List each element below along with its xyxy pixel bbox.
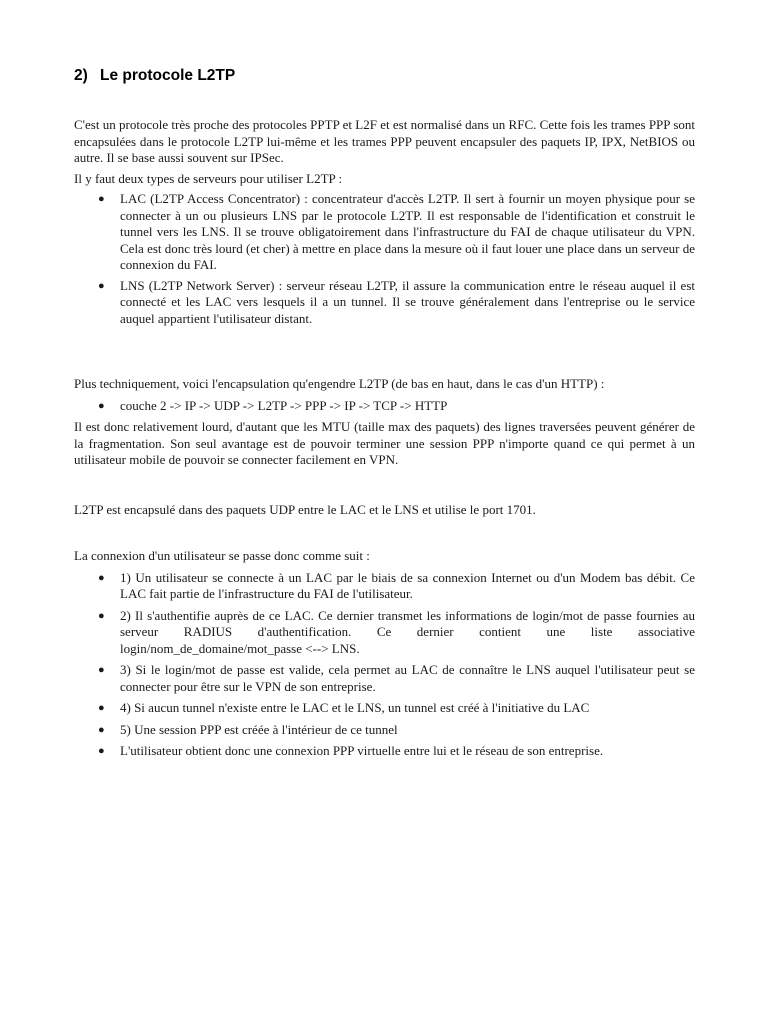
- bullet-icon: ●: [98, 399, 105, 412]
- intro-block: [74, 117, 695, 327]
- connection-block: [74, 548, 695, 760]
- bullet-icon: ●: [98, 609, 105, 622]
- servers-intro-paragraph: Il y faut deux types de serveurs pour utiliser L2TP :: [74, 170, 343, 186]
- list-item-text: 5) Une session PPP est créée à l'intérieur de ce tunnel: [120, 721, 398, 737]
- list-item-text: 4) Si aucun tunnel n'existe entre le LAC et le LNS, un tunnel est créé à l'initiative du LAC: [120, 700, 590, 715]
- encapsulation-intro-paragraph: Plus techniquement, voici l'encapsulation qu'engendre L2TP (de bas en haut, dans le cas d'un HTTP) :: [74, 376, 605, 391]
- list-item-text: couche 2 -> IP -> UDP -> L2TP -> PPP -> IP -> TCP -> HTTP: [120, 397, 448, 413]
- list-item: [74, 662, 695, 695]
- intro-paragraph: C'est un protocole très proche des protocoles PPTP et L2F et est normalisé dans un RFC. Cette fois les trames PPP sont encapsulées dans le protocole L2TP lui-même et les trames PPP peuvent encapsuler des paquets IP, IPX, NetBIOS ou autre. Il se base aussi souvent sur IPSec.: [74, 117, 695, 165]
- list-item: [74, 743, 695, 760]
- list-item: [74, 398, 695, 415]
- list-item: [74, 722, 695, 739]
- heavy-paragraph: Il est donc relativement lourd, d'autant que les MTU (taille max des paquets) des lignes traversées peuvent générer de la fragmentation. Son seul avantage est de pouvoir terminer une session PPP n'importe quand ce qui permet à un utilisateur mobile de pouvoir se connecter facilement en VPN.: [74, 419, 695, 467]
- list-item-text: 3) Si le login/mot de passe est valide, cela permet au LAC de connaître le LNS auquel l'utilisateur peut se connecter pour être sur le VPN de son entreprise.: [120, 662, 695, 694]
- list-item: [74, 700, 695, 717]
- bullet-icon: ●: [98, 745, 105, 757]
- udp-paragraph: L2TP est encapsulé dans des paquets UDP entre le LAC et le LNS et utilise le port 1701.: [74, 502, 536, 517]
- list-item: [74, 570, 695, 603]
- list-item-text: 1) Un utilisateur se connecte à un LAC par le biais de sa connexion Internet ou d'un Modem bas débit. Ce LAC fait partie de l'infrastructure du FAI de l'utilisateur.: [120, 569, 695, 601]
- servers-list: [74, 191, 695, 327]
- section-number: 2): [74, 67, 88, 84]
- bullet-icon: ●: [98, 279, 105, 292]
- list-item-text: 2) Il s'authentifie auprès de ce LAC. Ce dernier transmet les informations de login/mot de passe fournies au serveur RADIUS d'authentification. Ce dernier contient une liste associative login/nom_de_domaine/mot_passe <--> LNS.: [120, 607, 695, 656]
- bullet-icon: ●: [98, 702, 105, 714]
- section-title: Le protocole L2TP: [100, 67, 236, 84]
- bullet-icon: ●: [98, 571, 105, 584]
- section-heading: [74, 66, 235, 86]
- list-item-text: L'utilisateur obtient donc une connexion PPP virtuelle entre lui et le réseau de son entreprise.: [120, 743, 604, 758]
- bullet-icon: ●: [98, 723, 105, 736]
- list-item: [74, 608, 695, 658]
- list-item: [74, 278, 695, 328]
- bullet-icon: ●: [98, 664, 105, 676]
- encapsulation-block: [74, 376, 695, 469]
- connection-intro-paragraph: La connexion d'un utilisateur se passe donc comme suit :: [74, 548, 370, 563]
- list-item-text: LAC (L2TP Access Concentrator) : concentrateur d'accès L2TP. Il sert à fournir un moyen physique pour se connecter à un ou plusieurs LNS par le protocole L2TP. Il est responsable de l'identification et construit le tunnel vers les LNS. Il se trouve obligatoirement dans l'infrastructure du FAI de chaque utilisateur du VPN. Cela est donc très lourd (et cher) à mettre en place dans la mesure où il faut louer une place dans un serveur de connexion du FAI.: [120, 191, 696, 272]
- list-item: [74, 191, 695, 274]
- list-item-text: LNS (L2TP Network Server) : serveur réseau L2TP, il assure la communication entre le réseau auquel il est connecté et les LAC vers lesquels il a un tunnel. Il se trouve généralement dans l'entreprise ou le service auquel appartient l'utilisateur distant.: [120, 277, 695, 326]
- bullet-icon: ●: [98, 193, 105, 205]
- connection-steps-list: [74, 570, 695, 760]
- encapsulation-list: [74, 398, 695, 415]
- udp-block: [74, 502, 695, 519]
